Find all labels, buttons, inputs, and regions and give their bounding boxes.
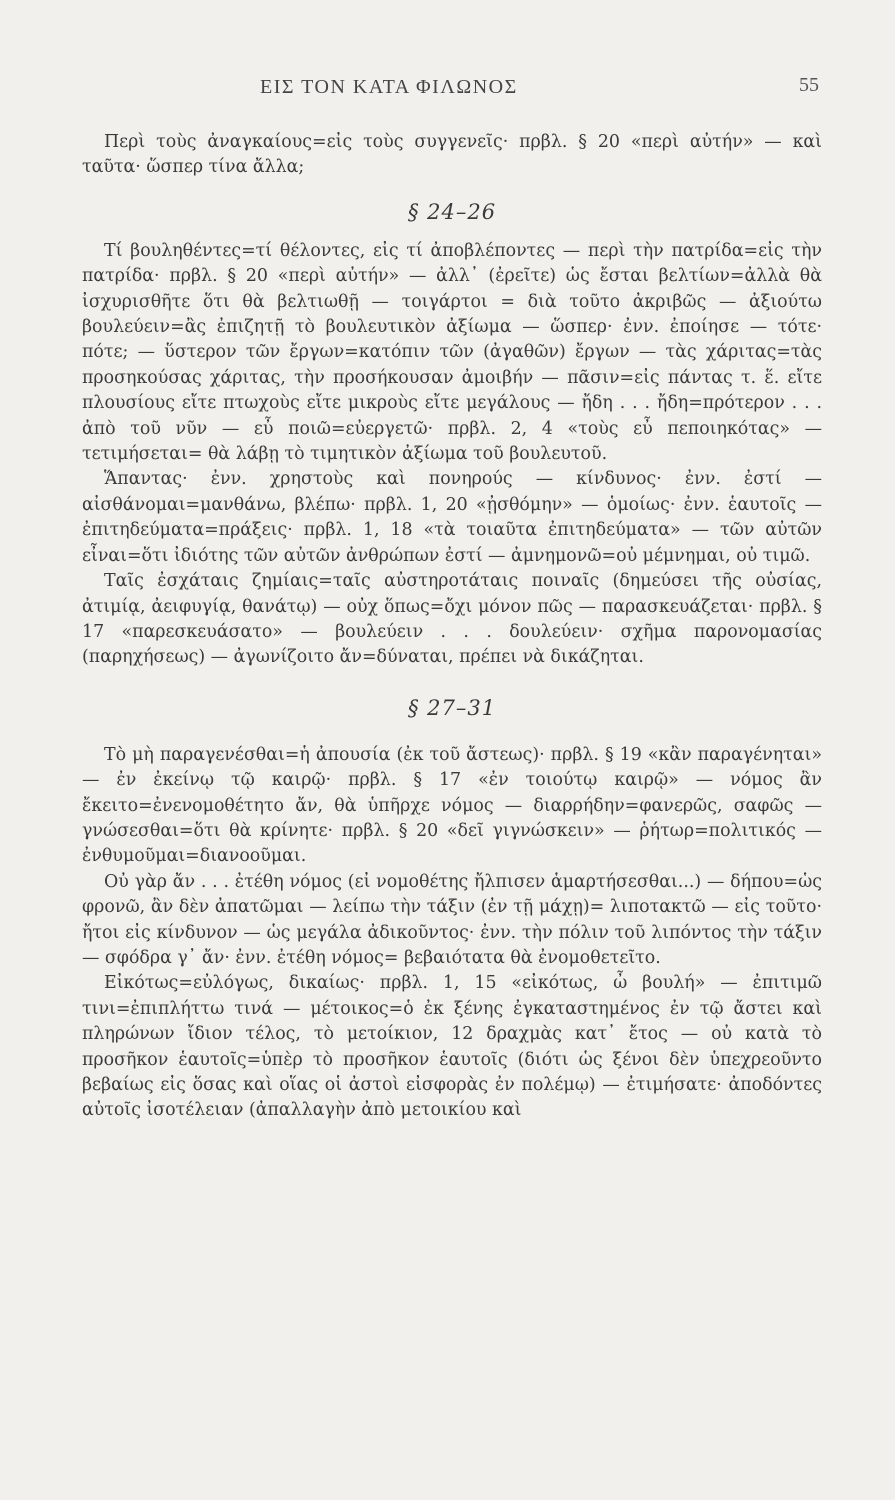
- commentary-body: [82, 130, 822, 1124]
- paragraph-bouletheis: Τί βουληθέντες=τί θέλοντες, εἰς τί ἀποβλέποντες — περὶ τὴν πατρίδα=εἰς τὴν πατρίδα· πρβλ. § 20 «περὶ αὐτήν» — ἀλλ᾽ (ἐρεῖτε) ὡς ἔσται βελτίων=ἀλλὰ θὰ ἰσχυρισθῆτε ὅτι θὰ βελτιωθῇ — τοιγάρτοι = διὰ τοῦτο ἀκριβῶς — ἀξιούτω βουλεύειν=ἂς ἐπιζητῇ τὸ βουλευτικὸν ἀξίωμα — ὥσπερ· ἐνν. ἐποίησε — τότε· πότε; — ὕστερον τῶν ἔργων=κατόπιν τῶν (ἀγαθῶν) ἔργων — τὰς χάριτας=τὰς προσηκούσας χάριτας, τὴν προσήκουσαν ἀμοιβήν — πᾶσιν=εἰς πάντας τ. ἕ. εἴτε πλουσίους εἴτε πτωχοὺς εἴτε μικροὺς εἴτε μεγάλους — ἤδη . . . ἤδη=πρότερον . . . ἀπὸ τοῦ νῦν — εὖ ποιῶ=εὐεργετῶ· πρβλ. 2, 4 «τοὺς εὖ πεποιηκότας» — τετιμήσεται= θὰ λάβῃ τὸ τιμητικὸν ἀξίωμα τοῦ βουλευτοῦ.: [82, 240, 822, 465]
- section-heading-24-26: § 24–26: [407, 199, 497, 224]
- paragraph-to-me: Τὸ μὴ παραγενέσθαι=ἡ ἀπουσία (ἐκ τοῦ ἄστεως)· πρβλ. § 19 «κἂν παραγένηται» — ἐν ἐκείνῳ τῷ καιρῷ· πρβλ. § 17 «ἐν τοιούτῳ καιρῷ» — νόμος ἂν ἔκειτο=ἐνενομοθέτητο ἄν, θὰ ὑπῆρχε νόμος — διαρρήδην=φανερῶς, σαφῶς — γνώσεσθαι=ὅτι θὰ κρίνητε· πρβλ. § 20 «δεῖ γιγνώσκειν» — ῥήτωρ=πολιτικός — ἐνθυμοῦμαι=διανοοῦμαι.: [82, 744, 822, 867]
- paragraph-ou-gar: Οὐ γὰρ ἄν . . . ἐτέθη νόμος (εἰ νομοθέτης ἤλπισεν ἁμαρτήσεσθαι...) — δήπου=ὡς φρονῶ, ἂν δὲν ἀπατῶμαι — λείπω τὴν τάξιν (ἐν τῇ μάχῃ)= λιποτακτῶ — εἰς τοῦτο· ἤτοι εἰς κίνδυνον — ὡς μεγάλα ἀδικοῦντος· ἐνν. τὴν πόλιν τοῦ λιπόντος τὴν τάξιν — σφόδρα γ᾽ ἄν· ἐνν. ἐτέθη νόμος= βεβαιότατα θὰ ἐνομοθετεῖτο.: [82, 871, 822, 968]
- paragraph-apantas: Ἅπαντας· ἐνν. χρηστοὺς καὶ πονηρούς — κίνδυνος· ἐνν. ἐστί — αἰσθάνομαι=μανθάνω, βλέπω· πρβλ. 1, 20 «ᾐσθόμην» — ὁμοίως· ἐνν. ἑαυτοῖς — ἐπιτηδεύματα=πράξεις· πρβλ. 1, 18 «τὰ τοιαῦτα ἐπιτηδεύματα» — τῶν αὐτῶν εἶναι=ὅτι ἰδιότης τῶν αὐτῶν ἀνθρώπων ἐστί — ἀμνημονῶ=οὐ μέμνημαι, οὐ τιμῶ.: [82, 469, 822, 566]
- paragraph-intro: Περὶ τοὺς ἀναγκαίους=εἰς τοὺς συγγενεῖς· πρβλ. § 20 «περὶ αὐτήν» — καὶ ταῦτα· ὥσπερ τίνα ἄλλα;: [82, 132, 822, 178]
- paragraph-eikotos: Εἰκότως=εὐλόγως, δικαίως· πρβλ. 1, 15 «εἰκότως, ὦ βουλή» — ἐπιτιμῶ τινι=ἐπιπλήττω τινά — μέτοικος=ὁ ἐκ ξένης ἐγκαταστημένος ἐν τῷ ἄστει καὶ πληρώνων ἴδιον τέλος, τὸ μετοίκιον, 12 δραχμὰς κατ᾽ ἔτος — οὐ κατὰ τὸ προσῆκον ἑαυτοῖς=ὑπὲρ τὸ προσῆκον ἑαυτοῖς (διότι ὡς ξένοι δὲν ὑπεχρεοῦντο βεβαίως εἰς ὅσας καὶ οἵας οἱ ἀστοὶ εἰσφορὰς ἐν πολέμῳ) — ἐτιμήσατε· ἀποδόντες αὐτοῖς ἰσοτέλειαν (ἀπαλλαγὴν ἀπὸ μετοικίου καὶ: [82, 973, 822, 1121]
- running-header: ΕΙΣ ΤΟΝ ΚΑΤΑ ΦΙΛΩΝΟΣ: [260, 76, 518, 98]
- section-heading-27-31: § 27–31: [407, 695, 497, 720]
- page-number: 55: [799, 74, 819, 96]
- paragraph-tais: Ταῖς ἐσχάταις ζημίαις=ταῖς αὐστηροτάταις ποιναῖς (δημεύσει τῆς οὐσίας, ἀτιμίᾳ, ἀειφυγίᾳ, θανάτῳ) — οὐχ ὅπως=ὄχι μόνον πῶς — παρασκευάζεται· πρβλ. § 17 «παρεσκευάσατο» — βουλεύειν . . . δουλεύειν· σχῆμα παρονομασίας (παρηχήσεως) — ἀγωνίζοιτο ἄν=δύναται, πρέπει νὰ δικάζηται.: [82, 571, 822, 668]
